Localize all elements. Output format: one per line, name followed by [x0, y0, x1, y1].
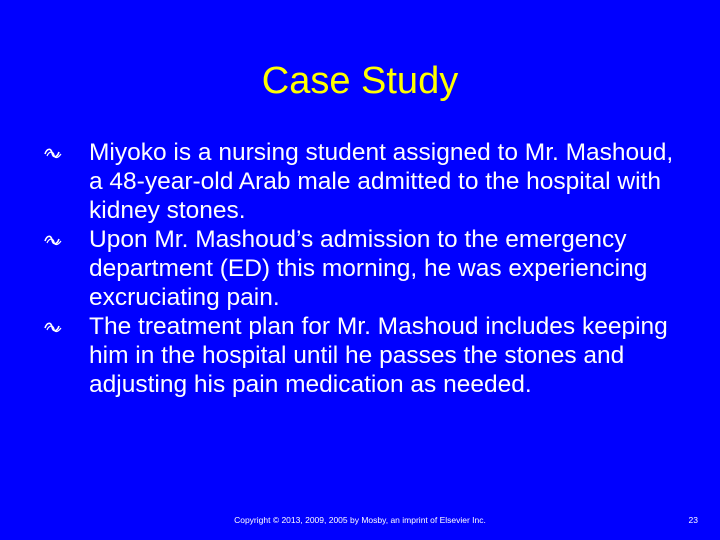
bullet-text: Upon Mr. Mashoud’s admission to the emergency department (ED) this morning, he was experiencing excruciating pain.: [89, 226, 648, 311]
copyright-text: Copyright © 2013, 2009, 2005 by Mosby, an imprint of Elsevier Inc.: [234, 515, 486, 525]
bullet-item: [40, 138, 680, 225]
slide-title: Case Study: [261, 60, 459, 102]
ornamental-bullet-icon: [44, 231, 62, 249]
bullet-item: [40, 225, 680, 312]
ornamental-bullet-icon: [44, 318, 62, 336]
bullet-item: [40, 312, 680, 399]
bullet-text: The treatment plan for Mr. Mashoud includes keeping him in the hospital until he passes the stones and adjusting his pain medication as needed.: [89, 313, 668, 398]
ornamental-bullet-icon: [44, 144, 62, 162]
bullet-list: [40, 138, 680, 399]
page-number: 23: [688, 515, 698, 525]
bullet-text: Miyoko is a nursing student assigned to Mr. Mashoud, a 48-year-old Arab male admitted to the hospital with kidney stones.: [89, 139, 674, 224]
